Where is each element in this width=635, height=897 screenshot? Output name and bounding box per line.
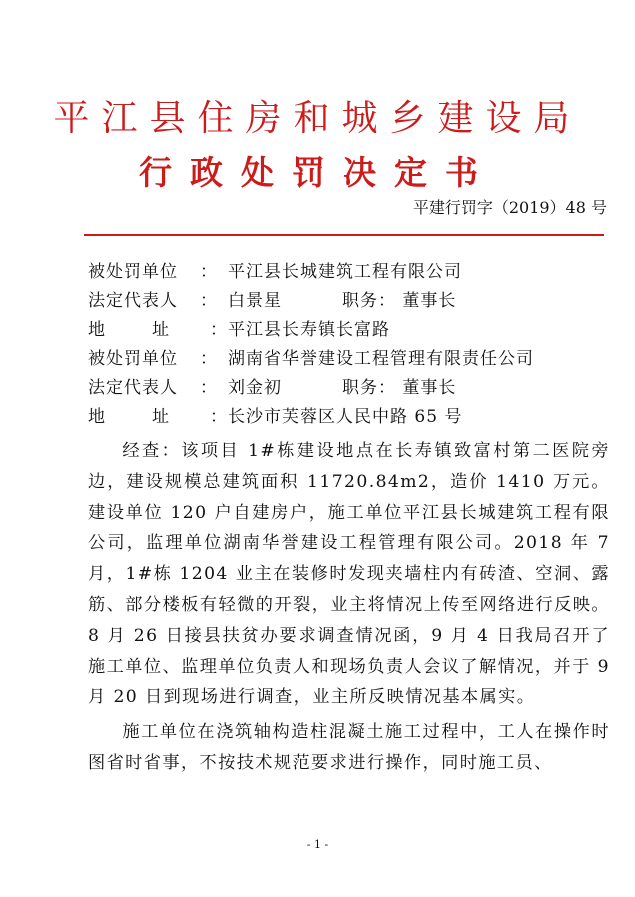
body-paragraph: 经查：该项目 1#栋建设地点在长寿镇致富村第二医院旁边，建设规模总建筑面积 11720.84m2，造价 1410 万元。建设单位 120 户自建房户，施工单位平江县长城建筑工程有限公司，监理单位湖南华誉建设工程管理有限公司。2018 年 7 月，1#栋 1204 业主在装修时发现夹墙柱内有砖渣、空洞、露筋、部分楼板有轻微的开裂，业主将情况上传至网络进行反映。8 月 26 日接县扶贫办要求调查情况函，9 月 4 日我局召开了施工单位、监理单位负责人和现场负责人会议了解情况，并于 9 月 20 日到现场进行调查，业主所反映情况基本属实。 [88,441,610,708]
title-value: 董事长 [402,291,457,311]
agency-title: 平江县住房和城乡建设局 [53,98,582,139]
document-body [88,436,610,779]
address-value: 平江县长寿镇长富路 [228,320,390,340]
body-paragraph: 施工单位在浇筑轴构造柱混凝土施工过程中，工人在操作时图省时省事，不按技术规范要求进行操作，同时施工员、 [88,722,610,773]
party-2-rep-row: 法定代表人 ： 刘金初 职务： 董事长 [88,374,608,403]
address-value: 长沙市芙蓉区人民中路 65 号 [228,407,463,427]
party-1-unit-row: 被处罚单位 ： 平江县长城建筑工程有限公司 [88,258,608,287]
unit-value: 平江县长城建筑工程有限公司 [228,262,462,282]
document-type-title: 行政处罚决定书 [139,153,496,192]
red-divider [84,234,604,236]
unit-label: 被处罚单位 [88,349,178,369]
document-number: 平建行罚字（2019）48 号 [412,198,607,217]
address-label: 地址 [88,320,170,340]
party-2-address-row: 地址 ：长沙市芙蓉区人民中路 65 号 [88,403,608,432]
party-2-unit-row: 被处罚单位 ： 湖南省华誉建设工程管理有限责任公司 [88,345,608,374]
title-value: 董事长 [402,378,457,398]
rep-value: 刘金初 [228,378,282,398]
rep-label: 法定代表人 [88,378,178,398]
unit-value: 湖南省华誉建设工程管理有限责任公司 [228,349,534,369]
title-label: 职务： [342,291,396,311]
party-1-address-row: 地址 ：平江县长寿镇长富路 [88,316,608,345]
party-1-rep-row: 法定代表人 ： 白景星 职务： 董事长 [88,287,608,316]
address-label: 地址 [88,407,170,427]
rep-label: 法定代表人 [88,291,178,311]
rep-value: 白景星 [228,291,282,311]
party-info [88,258,608,432]
unit-label: 被处罚单位 [88,262,178,282]
title-label: 职务： [342,378,396,398]
page-number: - 1 - [306,838,329,851]
